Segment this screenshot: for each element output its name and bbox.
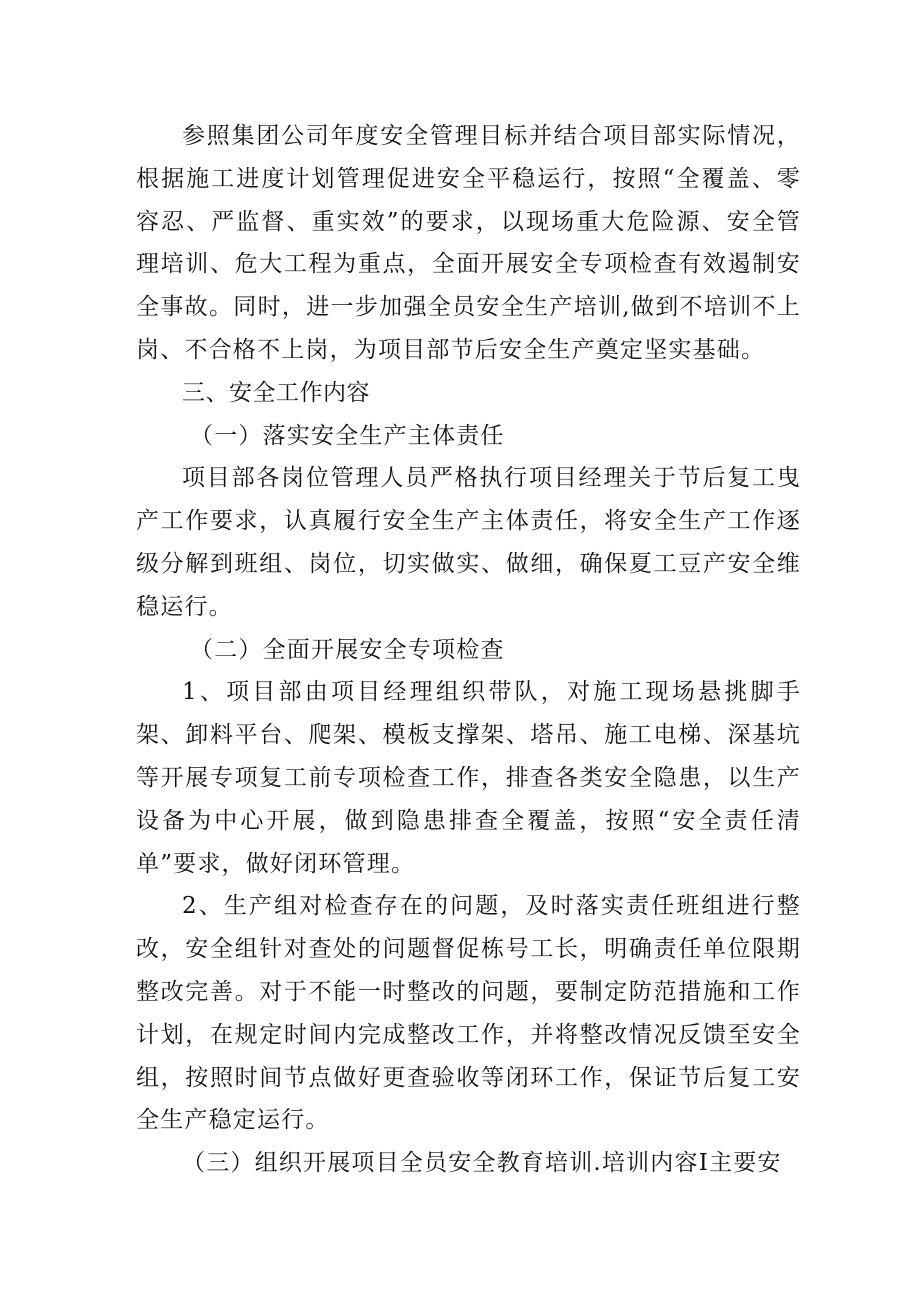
paragraph-responsibility: 项目部各岗位管理人员严格执行项目经理关于节后复工曳产工作要求，认真履行安全生产主体责任，将安全生产工作逐级分解到班组、岗位，切实做实、做细，确保夏工豆产安全维稳运行。 [136,465,801,620]
paragraph-safety-goals: 参照集团公司年度安全管理目标并结合项目部实际情况，根据施工进度计划管理促进安全平稳运行，按照“全覆盖、零容忍、严监督、重实效”的要求，以现场重大危险源、安全管理培训、危大工程为重点，全面开展安全专项检查有效遏制安全事故。同时，进一步加强全员安全生产培训,做到不培训不上岗、不合格不上岗，为项目部节后安全生产奠定坚实基础。 [136,123,801,363]
paragraph-inspection-item-1: 1、项目部由项目经理组织带队，对施工现场悬挑脚手架、卸料平台、爬架、模板支撑架、塔吊、施工电梯、深基坑等开展专项复工前专项检查工作，排查各类安全隐患，以生产设备为中心开展，做到隐患排查全覆盖，按照“安全责任清单”要求，做好闭环管理。 [136,679,801,877]
paragraph-training: （三）组织开展项目全员安全教育培训.培训内容I主要安 [182,1150,782,1177]
paragraph-inspection-item-2: 2、生产组对检查存在的问题，及时落实责任班组进行整改，安全组针对查处的问题督促栋号工长，明确责任单位限期整改完善。对于不能一时整改的问题，要制定防范措施和工作计划，在规定时间内完成整改工作，并将整改情况反馈至安全组，按照时间节点做好更查验收等闭环工作，保证节后复工安全生产稳定运行。 [136,893,801,1134]
subheading-implement-responsibility: （一）落实安全生产主体责任 [190,422,505,449]
subheading-special-inspection: （二）全面开展安全专项检查 [190,636,505,663]
section-heading-safety-work-content: 三、安全工作内容 [182,379,370,406]
document-body [136,115,801,1185]
